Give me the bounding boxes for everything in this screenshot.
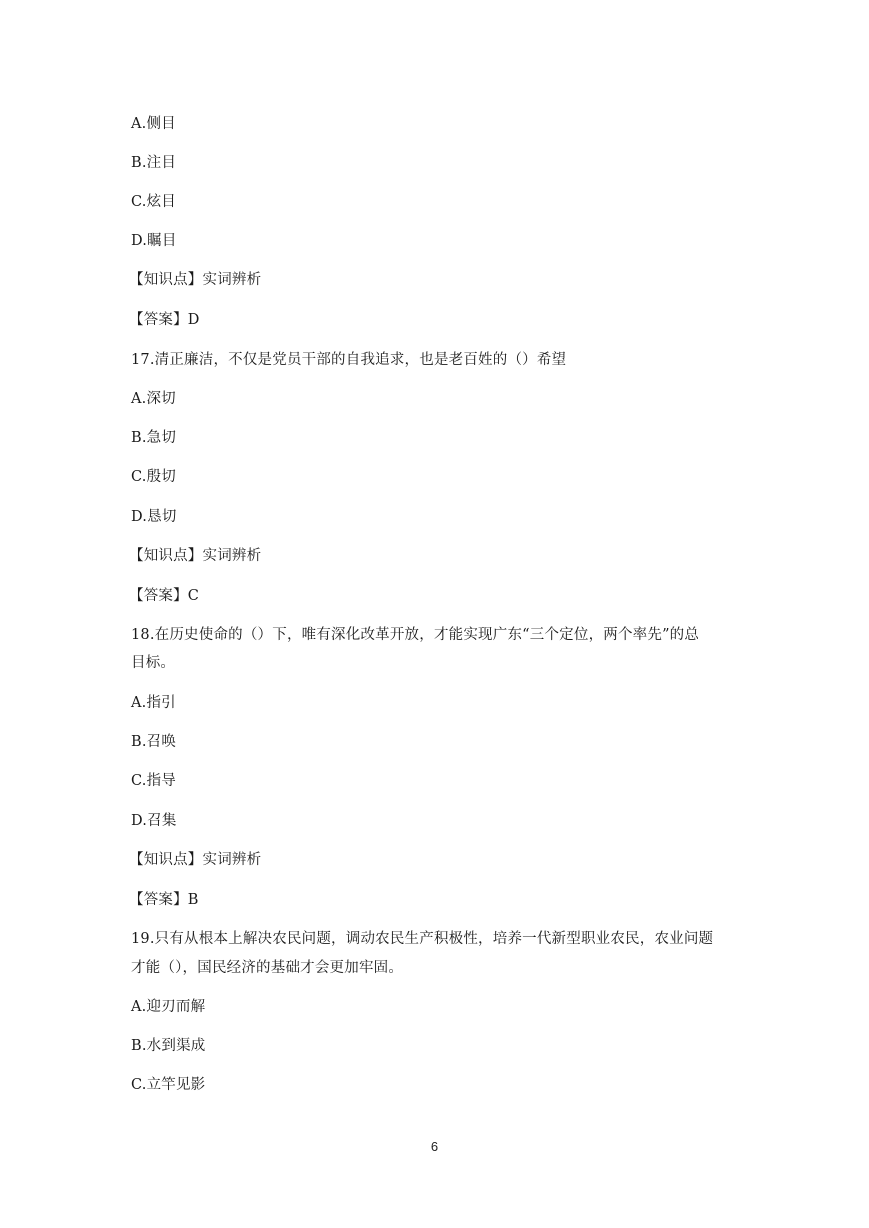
q18-answer: 【答案】B: [129, 892, 199, 908]
q18-option-b: B.召唤: [131, 734, 177, 750]
q19-question-line1: 19.只有从根本上解决农民问题，调动农民生产积极性，培养一代新型职业农民，农业问题: [131, 931, 714, 947]
q17-knowledge-point: 【知识点】实词辨析: [129, 548, 262, 564]
q17-option-c: C.殷切: [131, 469, 176, 485]
q18-option-a: A.指引: [131, 695, 176, 711]
q16-answer: 【答案】D: [129, 312, 200, 328]
q17-answer: 【答案】C: [129, 588, 200, 604]
q17-option-a: A.深切: [131, 391, 176, 407]
q19-option-a: A.迎刃而解: [131, 999, 206, 1015]
q17-option-b: B.急切: [131, 430, 177, 446]
q17-question: 17.清正廉洁，不仅是党员干部的自我追求，也是老百姓的（）希望: [131, 352, 567, 368]
q16-knowledge-point: 【知识点】实词辨析: [129, 272, 262, 288]
q18-question-line1: 18.在历史使命的（）下，唯有深化改革开放，才能实现广东“三个定位，两个率先”的总: [131, 627, 700, 643]
q16-option-a: A.侧目: [131, 116, 176, 132]
q18-option-d: D.召集: [131, 813, 177, 829]
q19-question-line2: 才能（），国民经济的基础才会更加牢固。: [131, 960, 404, 976]
q18-question-line2: 目标。: [131, 655, 176, 671]
q19-option-b: B.水到渠成: [131, 1038, 206, 1054]
q18-option-c: C.指导: [131, 773, 176, 789]
q16-option-d: D.瞩目: [131, 233, 177, 249]
page-number: 6: [430, 1139, 439, 1154]
q16-option-b: B.注目: [131, 155, 177, 171]
q16-option-c: C.炫目: [131, 194, 176, 210]
q17-option-d: D.恳切: [131, 509, 177, 525]
q19-option-c: C.立竿见影: [131, 1077, 206, 1093]
q18-knowledge-point: 【知识点】实词辨析: [129, 852, 262, 868]
